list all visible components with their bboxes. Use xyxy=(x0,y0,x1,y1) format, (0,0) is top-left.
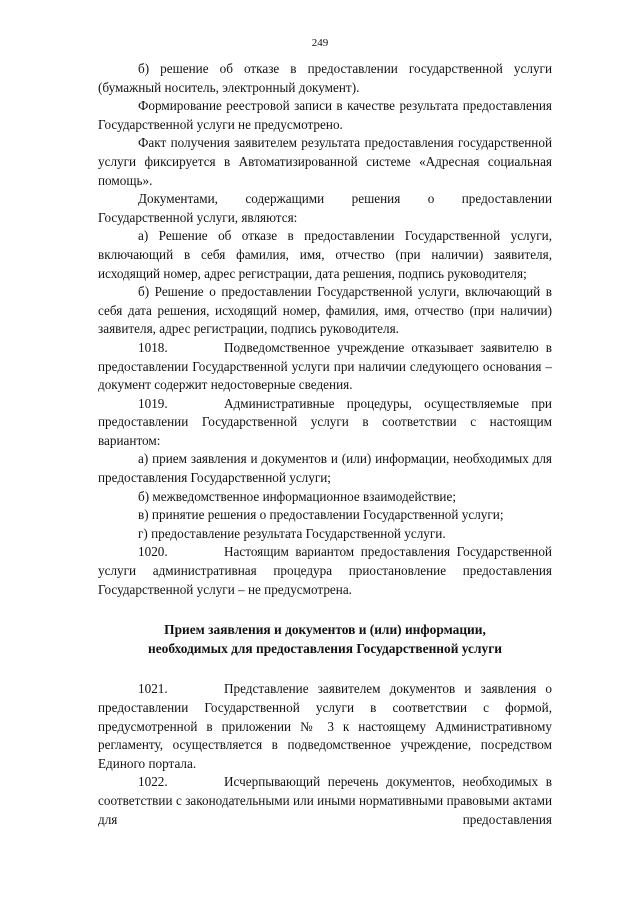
paragraph-result-refusal: б) решение об отказе в предоставлении государственной услуги (бумажный носитель, электронный документ). xyxy=(98,61,552,95)
paragraph-receipt-fact: Факт получения заявителем результата предоставления государственной услуги фиксируется в Автоматизированной системе «Адресная социальная помощь». xyxy=(98,135,552,188)
clause-number: 1021. xyxy=(138,681,168,697)
list-item: г) предоставление результата Государственной услуги. xyxy=(138,525,446,541)
paragraph-grant-decision: б) Решение о предоставлении Государственной услуги, включающий в себя дата решения, исходящий номер, фамилия, имя, отчество (при наличии) заявителя, адрес регистрации, подпись руководителя. xyxy=(98,284,552,337)
clause-1022 xyxy=(98,773,552,829)
list-item: а) прием заявления и документов и (или) информации, необходимых для предоставления Государственной услуги; xyxy=(98,451,552,486)
clause-text: Настоящим вариантом предоставления Государственной услуги административная процедура приостановление предоставления Государственной услуги – не предусмотрена. xyxy=(98,544,552,597)
document-body xyxy=(98,60,552,829)
clause-text: Административные процедуры, осуществляемые при предоставлении Государственной услуги в соответствии с настоящим вариантом: xyxy=(98,395,552,448)
clause-number: 1019. xyxy=(138,395,168,411)
page-number: 249 xyxy=(311,37,329,49)
section-heading xyxy=(98,621,552,658)
list-item: в) принятие решения о предоставлении Государственной услуги; xyxy=(138,507,504,523)
clause-1020 xyxy=(98,543,552,599)
clause-text: Представление заявителем документов и заявления о предоставлении Государственной услуги в соответствии с формой, предусмотренной в приложении № 3 к настоящему Административному регламенту, осуществляется в подведомственное учреждение, посредством Единого портала. xyxy=(98,681,552,771)
paragraph-refusal-decision: а) Решение об отказе в предоставлении Государственной услуги, включающий в себя фамилия, имя, отчество (при наличии) заявителя, исходящий номер, адрес регистрации, дата решения, подпись руководителя; xyxy=(98,228,552,281)
section-heading-line-2: необходимых для предоставления Государственной услуги xyxy=(147,640,503,656)
paragraph-documents-intro: Документами, содержащими решения о предоставлении Государственной услуги, являются: xyxy=(98,191,552,225)
paragraph-registry-record: Формирование реестровой записи в качестве результата предоставления Государственной услуги не предусмотрено. xyxy=(98,98,552,132)
clause-text: Подведомственное учреждение отказывает заявителю в предоставлении Государственной услуги при наличии следующего основания – документ содержит недостоверные сведения. xyxy=(98,339,552,393)
clause-number: 1022. xyxy=(138,774,168,790)
clause-text: Исчерпывающий перечень документов, необходимых в соответствии с законодательными или иными нормативными правовыми актами для предоставления xyxy=(98,774,552,827)
clause-1019 xyxy=(98,395,552,451)
clause-1018 xyxy=(98,339,552,395)
list-item: б) межведомственное информационное взаимодействие; xyxy=(138,488,456,504)
section-heading-line-1: Прием заявления и документов и (или) информации, xyxy=(164,622,486,638)
clause-number: 1018. xyxy=(138,339,168,355)
clause-number: 1020. xyxy=(138,544,168,560)
clause-1021 xyxy=(98,680,552,773)
